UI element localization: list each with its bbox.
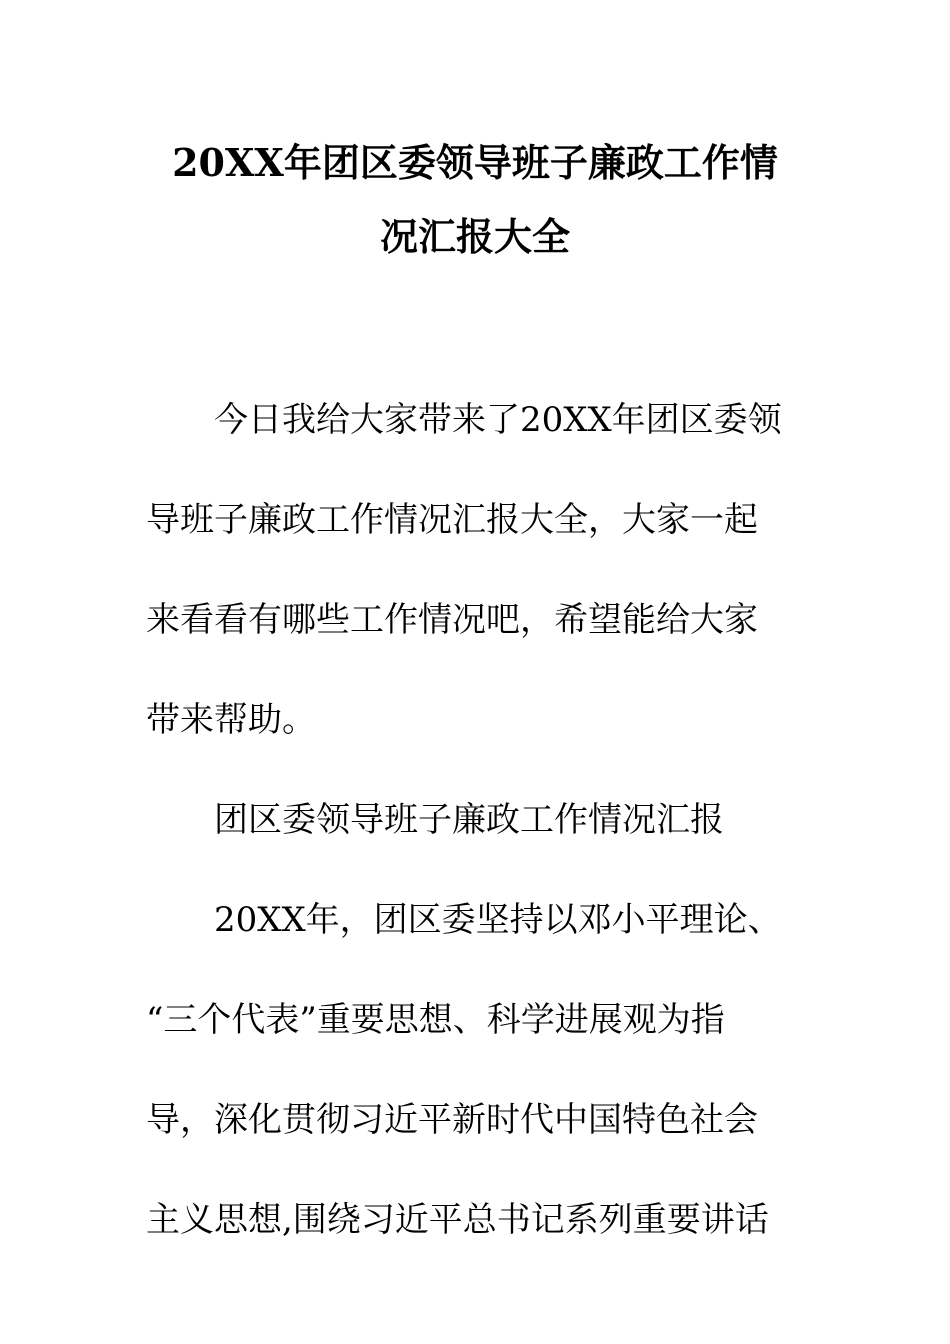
paragraph-line: “三个代表”重要思想、科学进展观为指 [146, 1000, 725, 1040]
paragraph-line: 主义思想,围绕习近平总书记系列重要讲话 [146, 1200, 769, 1240]
section-heading: 团区委领导班子廉政工作情况汇报 [214, 800, 724, 840]
document-title [140, 126, 810, 274]
title-line-2: 况汇报大全 [379, 214, 570, 259]
paragraph-line: 20XX年，团区委坚持以邓小平理论、 [214, 900, 782, 940]
title-line-1: 20XX年团区委领导班子廉政工作情 [172, 140, 778, 185]
paragraph-line: 导，深化贯彻习近平新时代中国特色社会 [146, 1100, 758, 1140]
paragraph-line: 今日我给大家带来了20XX年团区委领 [214, 400, 782, 440]
paragraph-line: 导班子廉政工作情况汇报大全，大家一起 [146, 500, 758, 540]
paragraph-line: 来看看有哪些工作情况吧，希望能给大家 [146, 600, 758, 640]
document-body [146, 370, 806, 1270]
paragraph-line: 带来帮助。 [146, 700, 316, 740]
